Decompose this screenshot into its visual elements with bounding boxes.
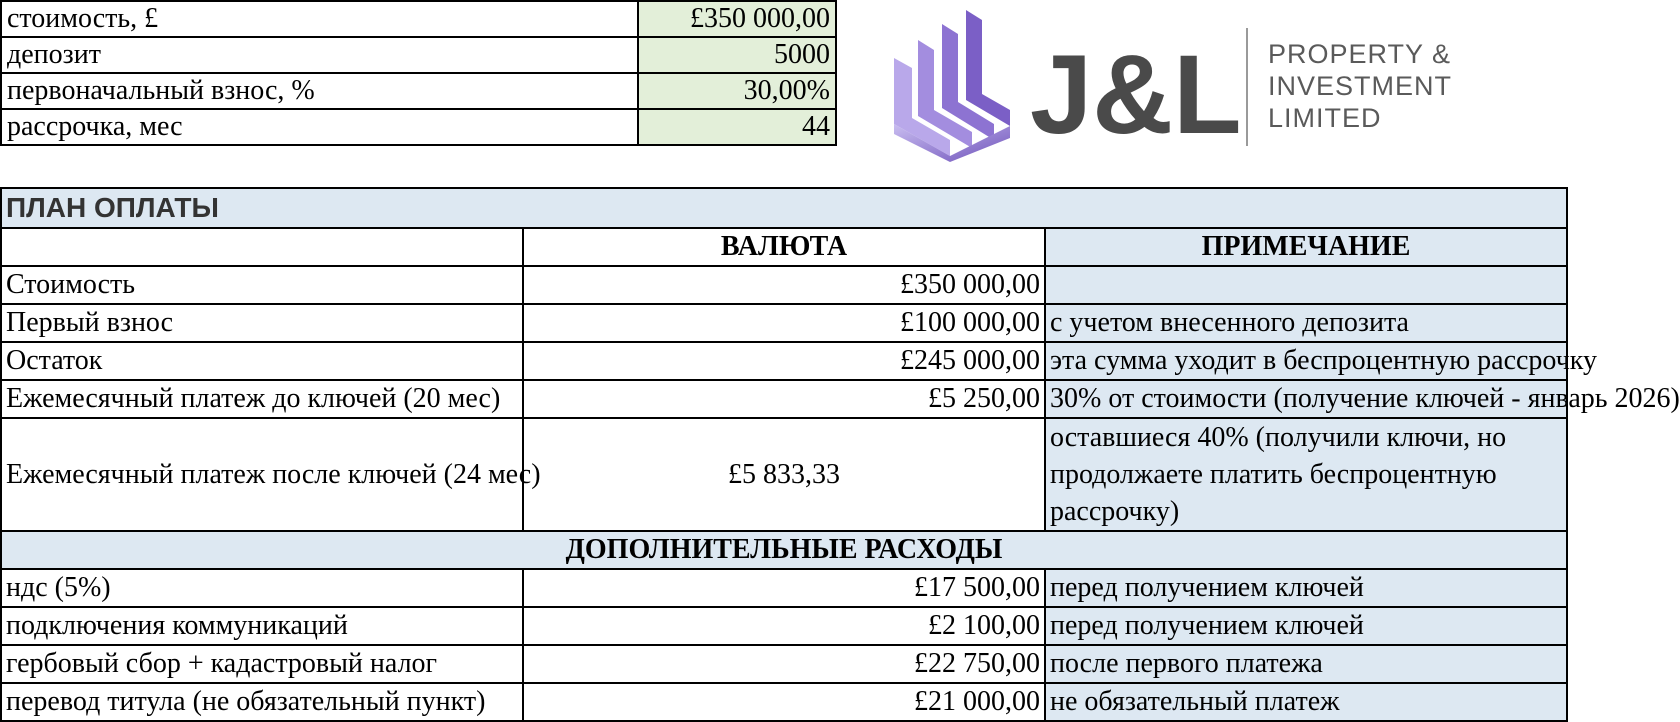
header-currency[interactable]: ВАЛЮТА bbox=[523, 228, 1045, 266]
row-note[interactable]: после первого платежа bbox=[1045, 645, 1567, 683]
input-label[interactable]: депозит bbox=[1, 37, 638, 73]
extra-row-utilities bbox=[1, 607, 1567, 645]
logo-line-3: LIMITED bbox=[1268, 103, 1382, 133]
row-amount[interactable]: £245 000,00 bbox=[523, 342, 1045, 380]
row-label[interactable]: Стоимость bbox=[1, 266, 523, 304]
logo-wordmark bbox=[1268, 38, 1452, 134]
row-note[interactable]: эта сумма уходит в беспроцентную рассрочку bbox=[1045, 342, 1567, 380]
plan-row-monthly-after-keys bbox=[1, 418, 1567, 531]
extra-costs-title-row bbox=[1, 531, 1567, 569]
row-note[interactable]: 30% от стоимости (получение ключей - январь 2026) bbox=[1045, 380, 1567, 418]
input-row-deposit bbox=[1, 37, 836, 73]
row-amount[interactable]: £21 000,00 bbox=[523, 683, 1045, 721]
row-label[interactable]: Ежемесячный платеж до ключей (20 мес) bbox=[1, 380, 523, 418]
header-note[interactable]: ПРИМЕЧАНИЕ bbox=[1045, 228, 1567, 266]
plan-title-row bbox=[1, 188, 1567, 228]
input-value[interactable]: 30,00% bbox=[638, 73, 836, 109]
company-logo bbox=[890, 6, 1453, 162]
row-note[interactable]: с учетом внесенного депозита bbox=[1045, 304, 1567, 342]
payment-plan-table bbox=[0, 187, 1680, 722]
row-amount[interactable]: £22 750,00 bbox=[523, 645, 1045, 683]
extra-costs-title[interactable]: ДОПОЛНИТЕЛЬНЫЕ РАСХОДЫ bbox=[1, 531, 1567, 569]
row-amount[interactable]: £5 833,33 bbox=[523, 418, 1045, 531]
row-label[interactable]: ндс (5%) bbox=[1, 569, 523, 607]
row-label[interactable]: Первый взнос bbox=[1, 304, 523, 342]
row-amount[interactable]: £5 250,00 bbox=[523, 380, 1045, 418]
input-label[interactable]: стоимость, £ bbox=[1, 1, 638, 37]
row-note[interactable] bbox=[1045, 266, 1567, 304]
row-label[interactable]: перевод титула (не обязательный пункт) bbox=[1, 683, 523, 721]
row-label[interactable]: Ежемесячный платеж после ключей (24 мес) bbox=[1, 418, 523, 531]
extra-row-vat bbox=[1, 569, 1567, 607]
plan-row-remainder bbox=[1, 342, 1567, 380]
row-note[interactable]: не обязательный платеж bbox=[1045, 683, 1567, 721]
input-label[interactable]: первоначальный взнос, % bbox=[1, 73, 638, 109]
plan-title[interactable]: ПЛАН ОПЛАТЫ bbox=[1, 188, 1567, 228]
logo-line-1: PROPERTY & bbox=[1268, 39, 1452, 69]
row-note[interactable]: перед получением ключей bbox=[1045, 607, 1567, 645]
row-amount[interactable]: £17 500,00 bbox=[523, 569, 1045, 607]
extra-row-stamp-duty bbox=[1, 645, 1567, 683]
input-value[interactable]: 44 bbox=[638, 109, 836, 145]
plan-row-first-payment bbox=[1, 304, 1567, 342]
row-amount[interactable]: £350 000,00 bbox=[523, 266, 1045, 304]
row-amount[interactable]: £2 100,00 bbox=[523, 607, 1045, 645]
plan-header-row bbox=[1, 228, 1567, 266]
row-note[interactable]: перед получением ключей bbox=[1045, 569, 1567, 607]
row-label[interactable]: гербовый сбор + кадастровый налог bbox=[1, 645, 523, 683]
input-row-installment bbox=[1, 109, 836, 145]
row-label[interactable]: подключения коммуникаций bbox=[1, 607, 523, 645]
input-parameters-table bbox=[0, 0, 837, 146]
row-note[interactable]: оставшиеся 40% (получили ключи, но продолжаете платить беспроцентную рассрочку) bbox=[1045, 418, 1567, 531]
row-amount[interactable]: £100 000,00 bbox=[523, 304, 1045, 342]
input-value[interactable]: £350 000,00 bbox=[638, 1, 836, 37]
input-row-cost bbox=[1, 1, 836, 37]
input-label[interactable]: рассрочка, мес bbox=[1, 109, 638, 145]
header-empty-cell[interactable] bbox=[1, 228, 523, 266]
plan-row-cost bbox=[1, 266, 1567, 304]
extra-row-title-transfer bbox=[1, 683, 1567, 721]
logo-mark-text: J&L bbox=[1030, 32, 1242, 157]
plan-row-monthly-before-keys bbox=[1, 380, 1567, 418]
input-value[interactable]: 5000 bbox=[638, 37, 836, 73]
input-row-down-payment bbox=[1, 73, 836, 109]
row-label[interactable]: Остаток bbox=[1, 342, 523, 380]
logo-line-2: INVESTMENT bbox=[1268, 71, 1453, 101]
